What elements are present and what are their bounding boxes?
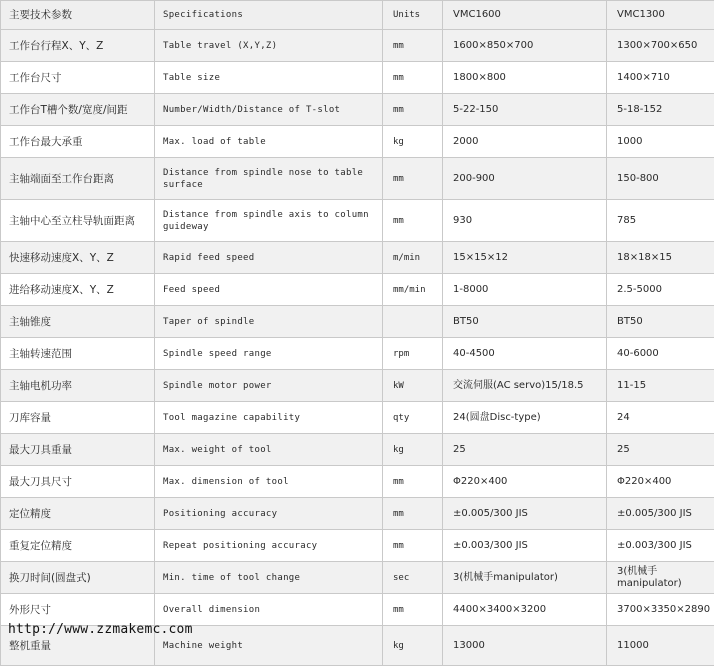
row-unit: kg: [383, 434, 443, 466]
row-param-en: Distance from spindle axis to column guideway: [155, 200, 383, 242]
row-value-vmc1300: 3700×3350×2890: [607, 594, 714, 626]
row-value-vmc1300: BT50: [607, 306, 714, 338]
row-param-en: Max. weight of tool: [155, 434, 383, 466]
table-row: [1, 402, 714, 434]
row-param-cn: 最大刀具重量: [1, 434, 155, 466]
row-value-vmc1300: 24: [607, 402, 714, 434]
row-param-en: Tool magazine capability: [155, 402, 383, 434]
row-param-cn: 工作台T槽个数/宽度/间距: [1, 94, 155, 126]
row-unit: mm: [383, 158, 443, 200]
row-value-vmc1300: ±0.005/300 JIS: [607, 498, 714, 530]
row-unit: mm: [383, 62, 443, 94]
row-param-cn: 外形尺寸: [1, 594, 155, 626]
row-param-en: Repeat positioning accuracy: [155, 530, 383, 562]
row-param-en: Table travel (X,Y,Z): [155, 30, 383, 62]
row-unit: mm: [383, 594, 443, 626]
row-value-vmc1600: 25: [443, 434, 607, 466]
row-value-vmc1600: 交流伺服(AC servo)15/18.5: [443, 370, 607, 402]
header-param-en: Specifications: [155, 1, 383, 30]
table-row: [1, 274, 714, 306]
row-param-cn: 主轴电机功率: [1, 370, 155, 402]
row-value-vmc1600: 1-8000: [443, 274, 607, 306]
row-param-cn: 主轴中心至立柱导轨面距离: [1, 200, 155, 242]
row-param-en: Spindle motor power: [155, 370, 383, 402]
row-param-cn: 最大刀具尺寸: [1, 466, 155, 498]
row-value-vmc1600: ±0.003/300 JIS: [443, 530, 607, 562]
row-value-vmc1300: 1400×710: [607, 62, 714, 94]
row-value-vmc1300: 3(机械手manipulator): [607, 562, 714, 594]
row-param-cn: 快速移动速度X、Y、Z: [1, 242, 155, 274]
row-unit: qty: [383, 402, 443, 434]
table-row: [1, 242, 714, 274]
row-param-en: Machine weight: [155, 626, 383, 666]
row-value-vmc1300: 1000: [607, 126, 714, 158]
header-param-cn: 主要技术参数: [1, 1, 155, 30]
row-param-cn: 主轴端面至工作台距离: [1, 158, 155, 200]
row-value-vmc1300: 785: [607, 200, 714, 242]
row-param-en: Number/Width/Distance of T-slot: [155, 94, 383, 126]
row-param-en: Max. dimension of tool: [155, 466, 383, 498]
row-param-cn: 主轴转速范围: [1, 338, 155, 370]
row-param-en: Overall dimension: [155, 594, 383, 626]
row-unit: mm: [383, 200, 443, 242]
row-value-vmc1600: 930: [443, 200, 607, 242]
spec-table-body: [1, 1, 714, 666]
row-param-cn: 定位精度: [1, 498, 155, 530]
header-row: [1, 1, 714, 30]
row-param-cn: 刀库容量: [1, 402, 155, 434]
row-param-en: Spindle speed range: [155, 338, 383, 370]
table-row: [1, 466, 714, 498]
row-param-cn: 工作台行程X、Y、Z: [1, 30, 155, 62]
row-param-en: Positioning accuracy: [155, 498, 383, 530]
table-row: [1, 126, 714, 158]
row-value-vmc1300: 25: [607, 434, 714, 466]
row-value-vmc1600: BT50: [443, 306, 607, 338]
row-value-vmc1300: 1300×700×650: [607, 30, 714, 62]
row-unit: mm/min: [383, 274, 443, 306]
row-unit: mm: [383, 466, 443, 498]
table-row: [1, 370, 714, 402]
table-row: [1, 94, 714, 126]
row-value-vmc1600: 1800×800: [443, 62, 607, 94]
row-unit: mm: [383, 94, 443, 126]
header-units: Units: [383, 1, 443, 30]
table-row: [1, 498, 714, 530]
row-value-vmc1600: 15×15×12: [443, 242, 607, 274]
row-unit: kg: [383, 626, 443, 666]
row-value-vmc1300: 11000: [607, 626, 714, 666]
row-param-en: Taper of spindle: [155, 306, 383, 338]
row-param-en: Min. time of tool change: [155, 562, 383, 594]
row-param-cn: 换刀时间(圆盘式): [1, 562, 155, 594]
table-row: [1, 338, 714, 370]
header-model-vmc1600: VMC1600: [443, 1, 607, 30]
row-param-cn: 重复定位精度: [1, 530, 155, 562]
row-value-vmc1300: 40-6000: [607, 338, 714, 370]
row-unit: rpm: [383, 338, 443, 370]
row-param-cn: 主轴锥度: [1, 306, 155, 338]
row-value-vmc1600: 3(机械手manipulator): [443, 562, 607, 594]
table-row: [1, 594, 714, 626]
row-value-vmc1600: 24(圆盘Disc-type): [443, 402, 607, 434]
row-unit: mm: [383, 530, 443, 562]
row-unit: kW: [383, 370, 443, 402]
row-unit: kg: [383, 126, 443, 158]
table-row: [1, 306, 714, 338]
row-value-vmc1600: 13000: [443, 626, 607, 666]
table-row: [1, 530, 714, 562]
table-row: [1, 434, 714, 466]
header-model-vmc1300: VMC1300: [607, 1, 714, 30]
row-unit: sec: [383, 562, 443, 594]
row-param-en: Distance from spindle nose to table surface: [155, 158, 383, 200]
row-value-vmc1600: Φ220×400: [443, 466, 607, 498]
row-value-vmc1300: Φ220×400: [607, 466, 714, 498]
row-value-vmc1600: ±0.005/300 JIS: [443, 498, 607, 530]
row-param-cn: 进给移动速度X、Y、Z: [1, 274, 155, 306]
row-param-cn: 工作台最大承重: [1, 126, 155, 158]
table-row: [1, 562, 714, 594]
row-value-vmc1600: 2000: [443, 126, 607, 158]
row-value-vmc1300: 18×18×15: [607, 242, 714, 274]
row-param-cn: 整机重量: [1, 626, 155, 666]
row-param-cn: 工作台尺寸: [1, 62, 155, 94]
row-value-vmc1300: ±0.003/300 JIS: [607, 530, 714, 562]
row-value-vmc1300: 150-800: [607, 158, 714, 200]
row-param-en: Max. load of table: [155, 126, 383, 158]
row-unit: [383, 306, 443, 338]
row-unit: m/min: [383, 242, 443, 274]
table-row: [1, 158, 714, 200]
row-param-en: Feed speed: [155, 274, 383, 306]
row-value-vmc1300: 2.5-5000: [607, 274, 714, 306]
watermark-url: http://www.zzmakemc.com: [8, 622, 193, 637]
table-row: [1, 200, 714, 242]
row-value-vmc1600: 40-4500: [443, 338, 607, 370]
table-row: [1, 30, 714, 62]
table-row: [1, 62, 714, 94]
row-unit: mm: [383, 30, 443, 62]
row-value-vmc1600: 1600×850×700: [443, 30, 607, 62]
row-unit: mm: [383, 498, 443, 530]
row-value-vmc1600: 5-22-150: [443, 94, 607, 126]
row-param-en: Rapid feed speed: [155, 242, 383, 274]
row-value-vmc1600: 4400×3400×3200: [443, 594, 607, 626]
row-value-vmc1600: 200-900: [443, 158, 607, 200]
row-value-vmc1300: 11-15: [607, 370, 714, 402]
row-value-vmc1300: 5-18-152: [607, 94, 714, 126]
row-param-en: Table size: [155, 62, 383, 94]
